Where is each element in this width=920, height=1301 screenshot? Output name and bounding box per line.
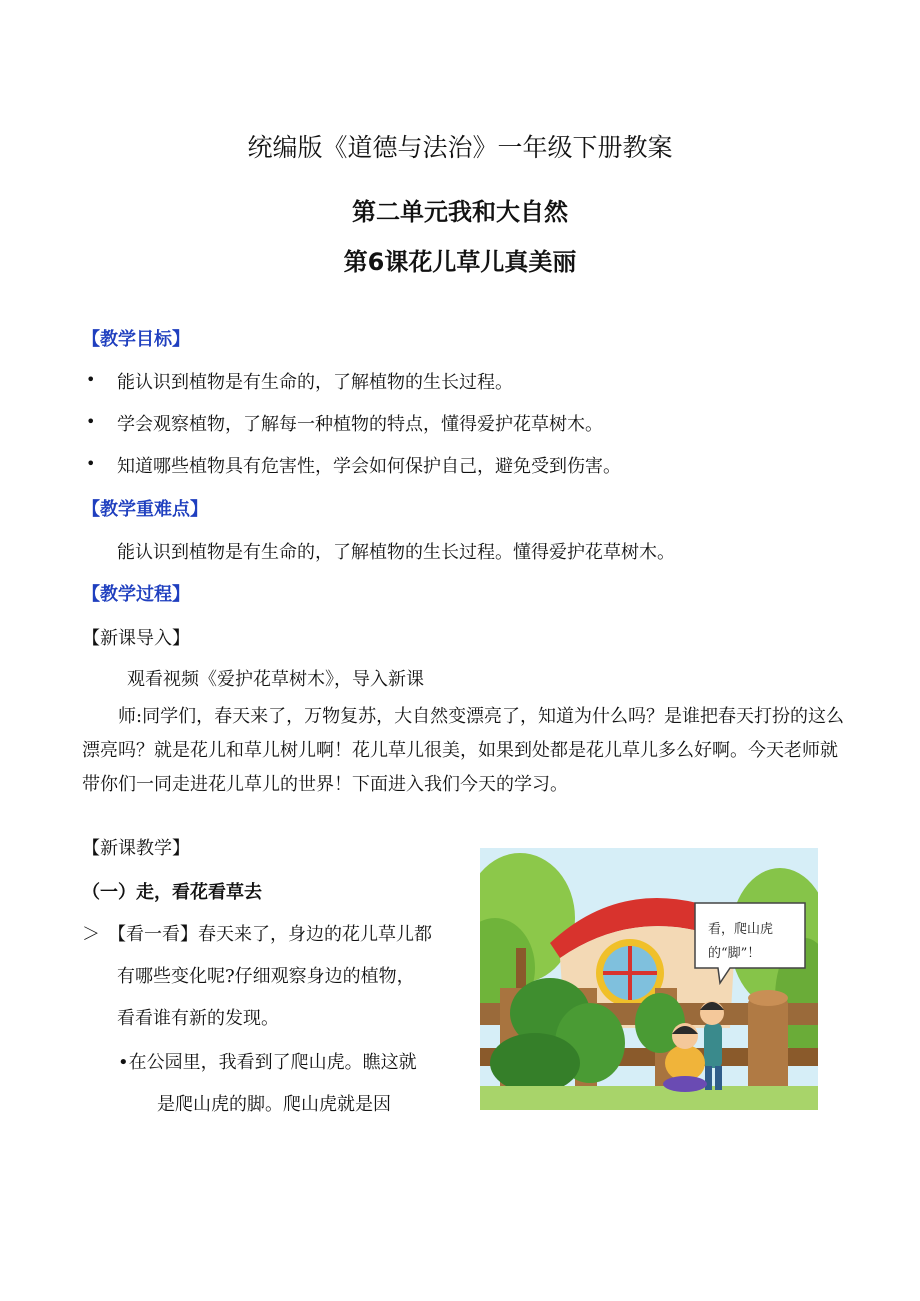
look-marker: ＞: [82, 924, 100, 945]
look-line: 【看一看】春天来了，身边的花儿草儿都: [108, 924, 432, 945]
intro-line: 观看视频《爱护花草树木》，导入新课: [127, 669, 424, 690]
intro-label: 【新课导入】: [82, 628, 190, 649]
look-line: 有哪些变化呢?仔细观察身边的植物，: [117, 966, 415, 987]
bullet-marker: •: [86, 454, 96, 473]
park-line: 是爬山虎的脚。爬山虎就是因: [157, 1094, 391, 1115]
speech-bubble-line: 的“脚”！: [708, 946, 761, 961]
unit-title: 第二单元我和大自然: [352, 198, 568, 226]
bullet-marker: •: [86, 370, 96, 389]
look-line: 看看谁有新的发现。: [117, 1008, 279, 1029]
teacher-paragraph: 师:同学们，春天来了，万物复苏，大自然变漂亮了，知道为什么吗？是谁把春天打扮的这么漂亮吗？就是花儿和草儿树儿啊！花儿草儿很美，如果到处都是花儿草儿多么好啊。今天老师就带你们一同走进花儿草儿的世界！下面进入我们今天的学习。: [82, 706, 845, 795]
bullet-marker: •: [86, 412, 96, 431]
lesson-title: 第6课花儿草儿真美丽: [343, 248, 577, 276]
process-heading: 【教学过程】: [82, 584, 190, 605]
key-points-heading: 【教学重难点】: [82, 499, 208, 520]
ivy-scene-graphic: [480, 848, 818, 1110]
speech-bubble-line: 看，爬山虎: [708, 922, 774, 937]
new-lesson-label: 【新课教学】: [82, 838, 190, 859]
objective-item: 学会观察植物，了解每一种植物的特点，懂得爱护花草树木。: [117, 414, 603, 435]
section-one-title: （一）走，看花看草去: [82, 882, 262, 903]
key-points-text: 能认识到植物是有生命的，了解植物的生长过程。懂得爱护花草树木。: [117, 542, 675, 563]
ivy-illustration: [480, 848, 818, 1110]
objective-item: 知道哪些植物具有危害性，学会如何保护自己，避免受到伤害。: [117, 456, 621, 477]
objectives-heading: 【教学目标】: [82, 329, 190, 350]
objective-item: 能认识到植物是有生命的，了解植物的生长过程。: [117, 372, 513, 393]
park-line: •在公园里，我看到了爬山虎。瞧这就: [118, 1052, 417, 1073]
document-title: 统编版《道德与法治》一年级下册教案: [247, 133, 673, 162]
